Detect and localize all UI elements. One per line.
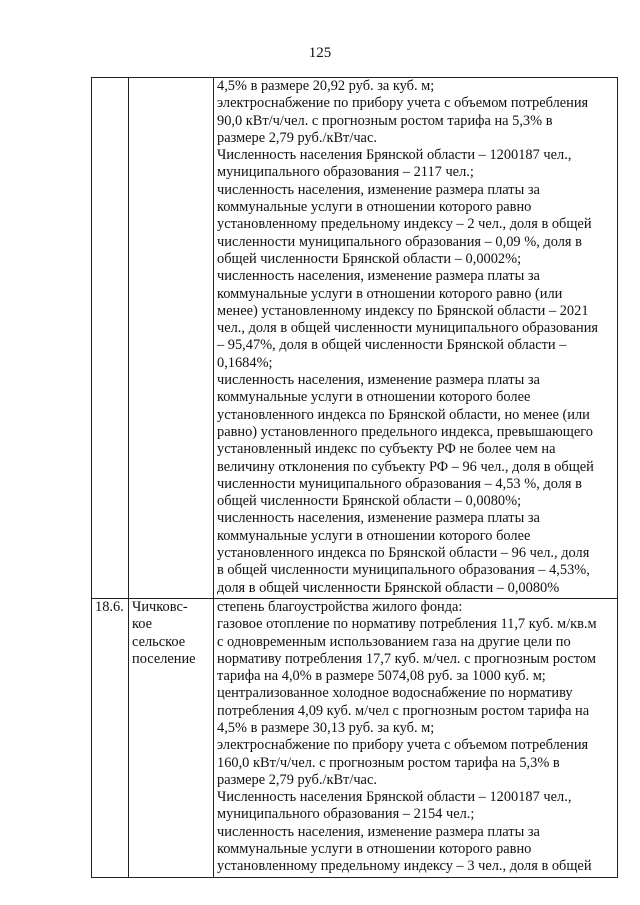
description-line: электроснабжение по прибору учета с объемом потребления <box>217 95 589 112</box>
description-line: равно) установленного предельного индекса, превышающего <box>217 423 593 440</box>
description-line: размере 2,79 руб./кВт/час. <box>217 129 377 146</box>
municipality-name-cell <box>129 78 214 599</box>
table-row <box>92 598 618 877</box>
description-line: численности муниципального образования – 4,53 %, доля в <box>217 475 582 492</box>
description-line: муниципального образования – 2154 чел.; <box>217 806 475 823</box>
description-line: численности муниципального образования – 0,09 %, доля в <box>217 233 582 250</box>
description-line: 0,1684%; <box>217 354 273 371</box>
municipality-name-line: кое <box>132 616 153 633</box>
document-table <box>91 77 618 878</box>
description-line: электроснабжение по прибору учета с объемом потребления <box>217 737 589 754</box>
description-line: – 95,47%, доля в общей численности Брянской области – <box>217 337 567 354</box>
description-line: общей численности Брянской области – 0,0080%; <box>217 493 522 510</box>
description-line: 160,0 кВт/ч/чел. с прогнозным ростом тарифа на 5,3% в <box>217 754 560 771</box>
description-line: Численность населения Брянской области – 1200187 чел., <box>217 789 572 806</box>
table-body <box>92 78 618 878</box>
description-line: менее) установленному индексу по Брянской области – 2021 <box>217 302 589 319</box>
description-line: коммунальные услуги в отношении которого равно <box>217 841 532 858</box>
description-line: численность населения, изменение размера платы за <box>217 181 540 198</box>
description-line: 4,5% в размере 30,13 руб. за куб. м; <box>217 719 435 736</box>
description-line: с одновременным использованием газа на другие цели по <box>217 633 571 650</box>
description-line: нормативу потребления 17,7 куб. м/чел. с прогнозным ростом <box>217 650 596 667</box>
row-number-cell <box>92 78 129 599</box>
municipality-name-line: поселение <box>132 650 196 667</box>
description-line: 90,0 кВт/ч/чел. с прогнозным ростом тарифа на 5,3% в <box>217 112 553 129</box>
description-cell <box>214 598 618 877</box>
description-line: численность населения, изменение размера платы за <box>217 823 540 840</box>
municipality-name-line: Чичковс- <box>132 598 188 615</box>
description-line: установленного индекса по Брянской области, но менее (или <box>217 406 590 423</box>
description-line: в общей численности муниципального образования – 4,53%, <box>217 562 590 579</box>
description-line: потребления 4,09 куб. м/чел с прогнозным ростом тарифа на <box>217 702 590 719</box>
description-line: размере 2,79 руб./кВт/час. <box>217 771 377 788</box>
description-line: муниципального образования – 2117 чел.; <box>217 164 474 181</box>
description-line: коммунальные услуги в отношении которого равно <box>217 199 532 216</box>
municipality-name-line: сельское <box>132 633 186 650</box>
description-line: коммунальные услуги в отношении которого более <box>217 527 531 544</box>
description-line: установленный индекс по субъекту РФ не более чем на <box>217 441 556 458</box>
description-line: величину отклонения по субъекту РФ – 96 чел., доля в общей <box>217 458 594 475</box>
description-line: тарифа на 4,0% в размере 5074,08 руб. за 1000 куб. м; <box>217 668 546 685</box>
table-row <box>92 78 618 599</box>
description-line: численность населения, изменение размера платы за <box>217 510 540 527</box>
description-line: коммунальные услуги в отношении которого более <box>217 389 531 406</box>
description-line: 4,5% в размере 20,92 руб. за куб. м; <box>217 78 435 94</box>
description-line: газовое отопление по нормативу потребления 11,7 куб. м/кв.м <box>217 616 597 633</box>
description-line: установленному предельному индексу – 3 чел., доля в общей <box>217 858 592 875</box>
description-line: коммунальные услуги в отношении которого равно (или <box>217 285 563 302</box>
municipality-name-cell <box>129 598 214 877</box>
description-cell <box>214 78 618 599</box>
description-line: установленного индекса по Брянской области – 96 чел., доля <box>217 545 590 562</box>
row-number-cell: 18.6. <box>92 598 129 877</box>
description-line: доля в общей численности Брянской области – 0,0080% <box>217 579 560 596</box>
description-line: централизованное холодное водоснабжение по нормативу <box>217 685 573 702</box>
page-number: 125 <box>308 45 332 61</box>
description-line: степень благоустройства жилого фонда: <box>217 598 463 615</box>
description-line: установленному предельному индексу – 2 чел., доля в общей <box>217 216 592 233</box>
description-line: общей численности Брянской области – 0,0002%; <box>217 250 522 267</box>
description-line: численность населения, изменение размера платы за <box>217 268 540 285</box>
description-line: Численность населения Брянской области – 1200187 чел., <box>217 147 572 164</box>
description-line: численность населения, изменение размера платы за <box>217 372 540 389</box>
description-line: чел., доля в общей численности муниципального образования <box>217 320 599 337</box>
